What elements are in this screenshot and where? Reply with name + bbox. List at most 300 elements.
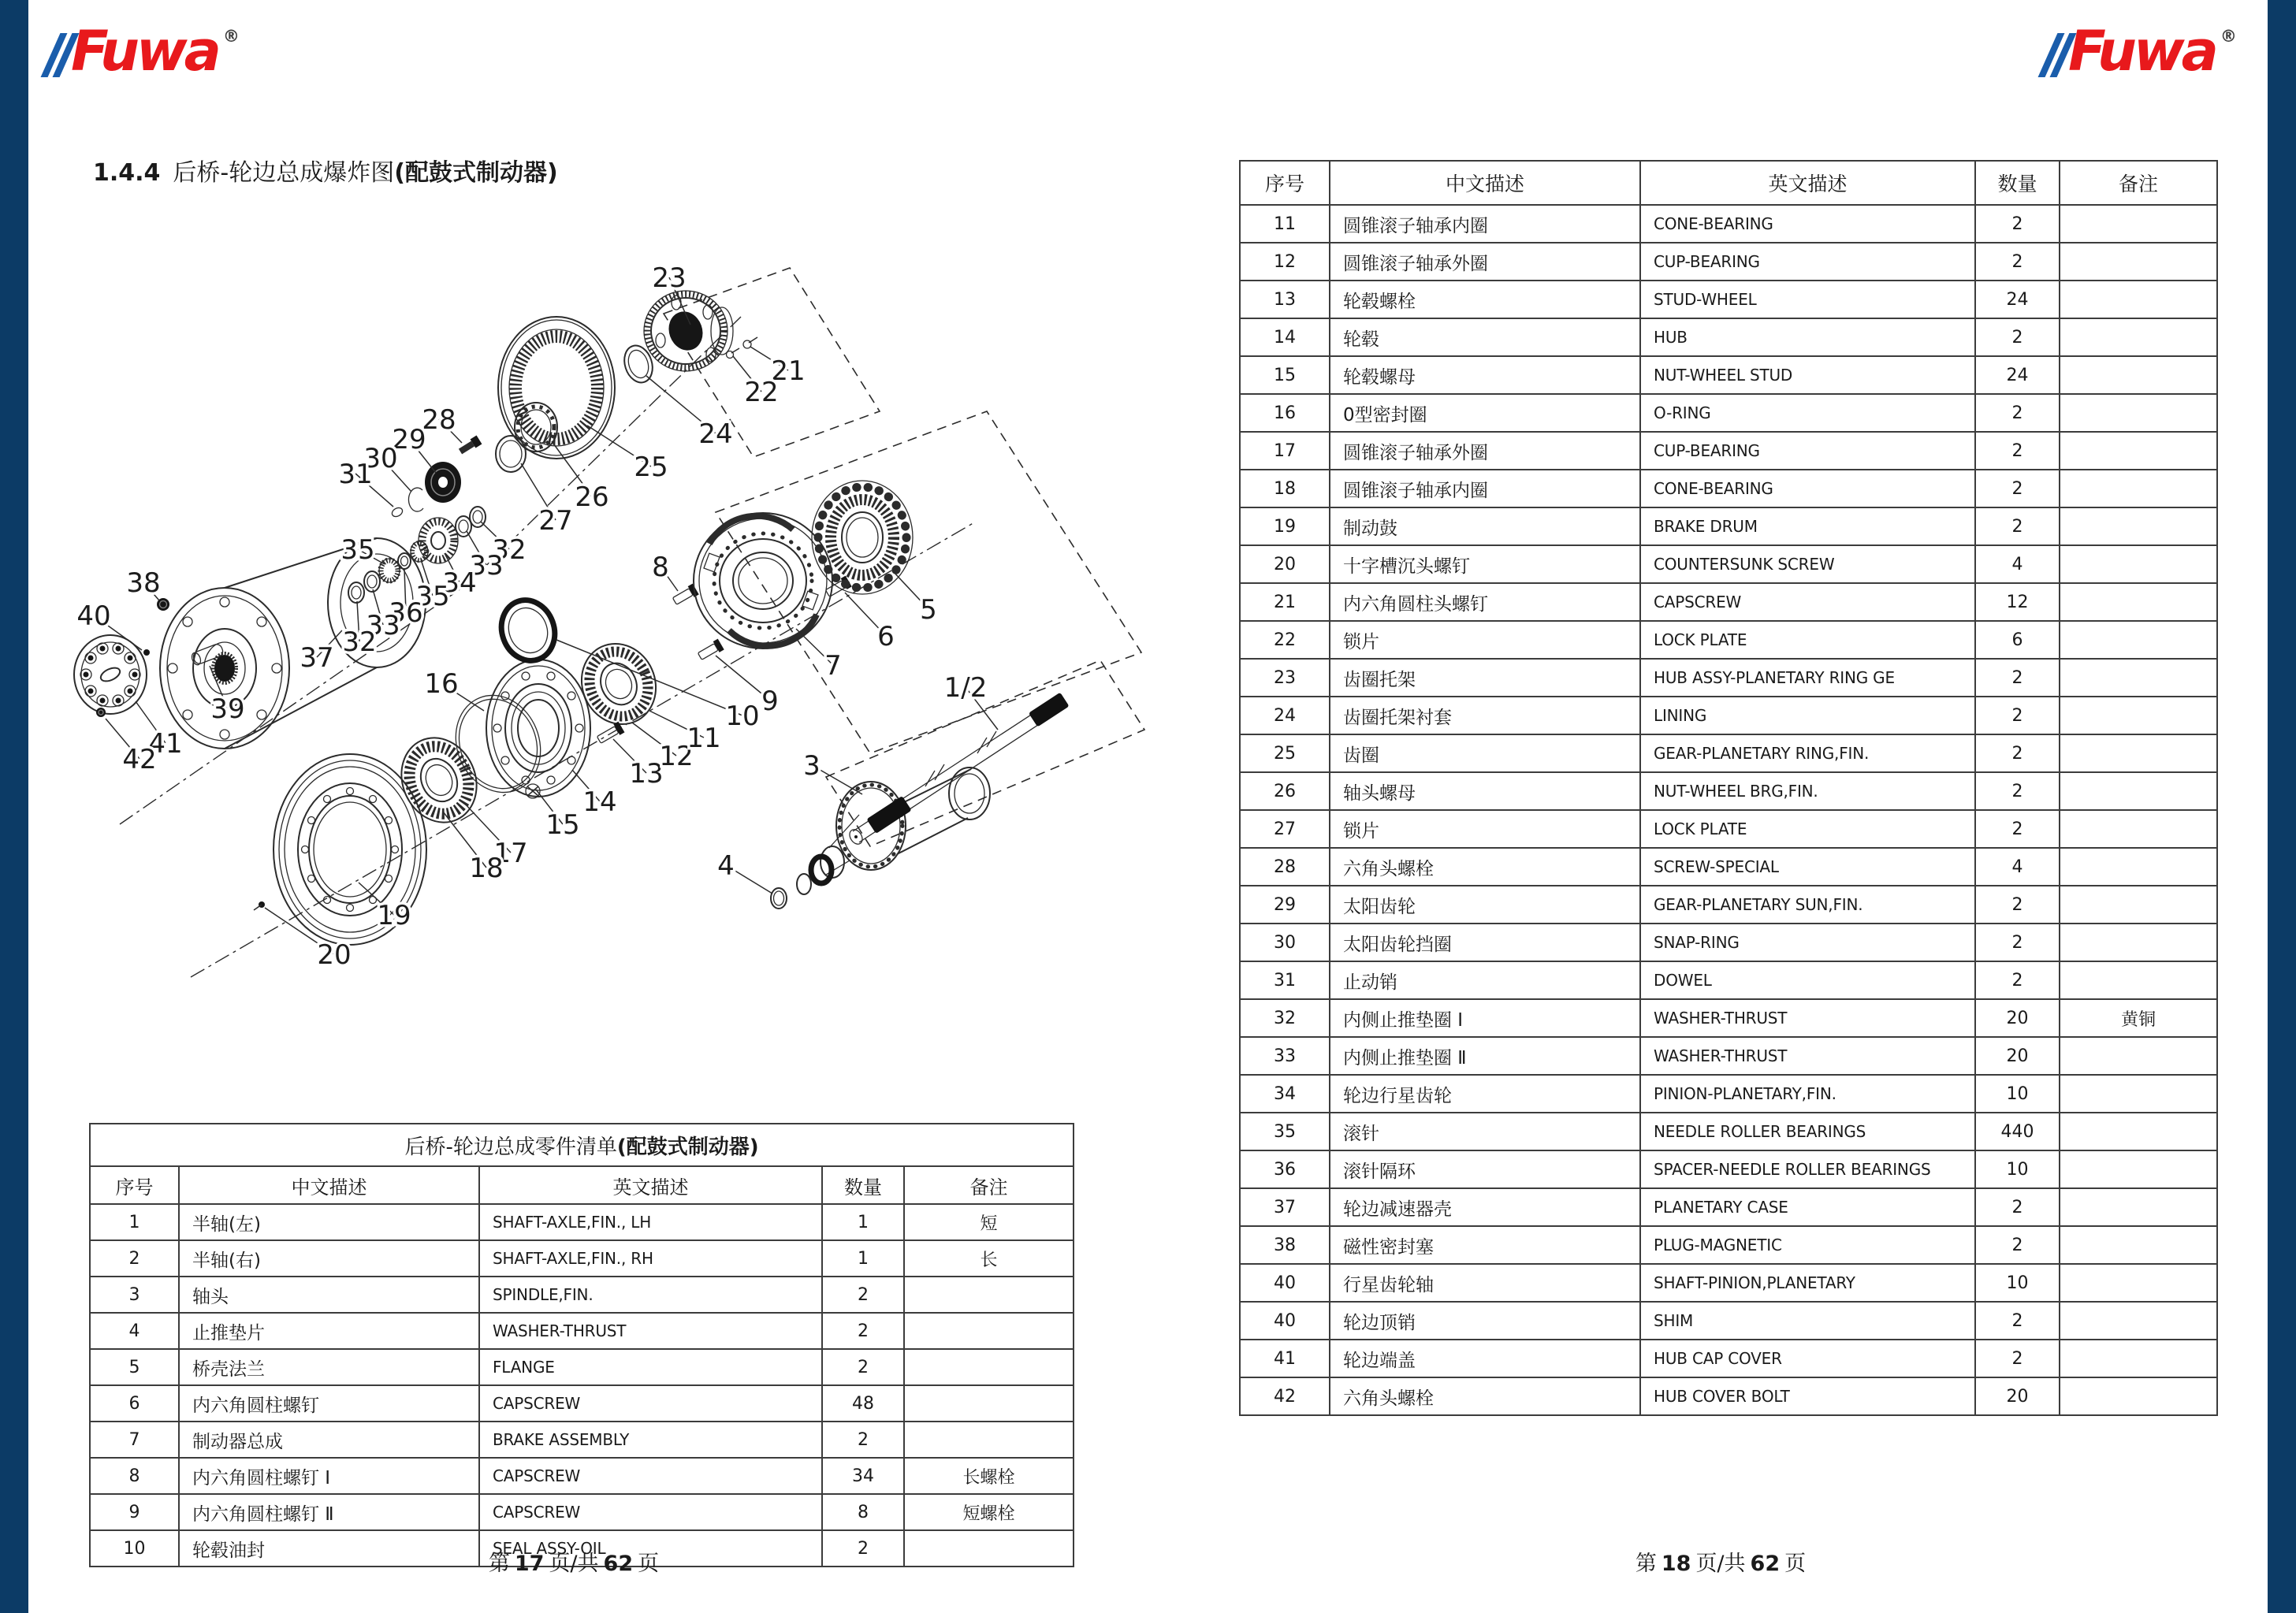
desc-cn: 内六角圆柱螺钉 Ⅰ [179, 1458, 479, 1494]
table-row [1240, 281, 2217, 318]
table-row [1240, 961, 2217, 999]
desc-en: WASHER-THRUST [479, 1313, 822, 1349]
qty: 2 [1975, 1188, 2060, 1226]
desc-cn: 滚针 [1330, 1113, 1640, 1150]
part-no: 22 [1240, 621, 1330, 659]
qty: 24 [1975, 356, 2060, 394]
callout-42: 42 [122, 744, 157, 775]
part-no: 25 [1240, 734, 1330, 772]
part-spindle [797, 767, 990, 894]
desc-en: NUT-WHEEL STUD [1640, 356, 1975, 394]
desc-cn: 轮毂 [1330, 318, 1640, 356]
table-row [1240, 1377, 2217, 1415]
part-lock-plate [496, 436, 526, 472]
table-row [90, 1277, 1074, 1313]
callout-5: 5 [920, 594, 937, 626]
part-oil-seal [493, 593, 564, 668]
desc-cn: 锁片 [1330, 810, 1640, 848]
qty: 1 [822, 1204, 904, 1240]
remark [2060, 281, 2217, 318]
part-no: 40 [1240, 1264, 1330, 1302]
desc-cn: 半轴(左) [179, 1204, 479, 1240]
desc-en: LOCK PLATE [1640, 621, 1975, 659]
table-row [90, 1458, 1074, 1494]
desc-cn: 轮毂螺栓 [1330, 281, 1640, 318]
fuwa-logo-left [50, 19, 240, 84]
table-row [1240, 810, 2217, 848]
remark [2060, 848, 2217, 886]
desc-en: WASHER-THRUST [1640, 1037, 1975, 1075]
remark [2060, 545, 2217, 583]
part-ring-carrier [644, 291, 733, 371]
remark [904, 1530, 1074, 1567]
qty: 8 [822, 1494, 904, 1530]
part-sun-gear [425, 462, 461, 503]
table-row [1240, 394, 2217, 432]
table-row [1240, 772, 2217, 810]
qty: 2 [822, 1313, 904, 1349]
remark [2060, 205, 2217, 243]
desc-cn: 六角头螺栓 [1330, 848, 1640, 886]
remark [2060, 1226, 2217, 1264]
desc-en: CAPSCREW [1640, 583, 1975, 621]
desc-en: SHAFT-PINION,PLANETARY [1640, 1264, 1975, 1302]
desc-cn: 六角头螺栓 [1330, 1377, 1640, 1415]
part-no: 15 [1240, 356, 1330, 394]
part-dowel [390, 506, 404, 518]
remark [2060, 1113, 2217, 1150]
part-no: 3 [90, 1277, 179, 1313]
dashed-group-box [716, 411, 1141, 753]
column-header: 备注 [904, 1166, 1074, 1204]
qty: 2 [1975, 432, 2060, 470]
right-edge-bar [2268, 0, 2296, 1613]
desc-cn: 轮边顶销 [1330, 1302, 1640, 1340]
qty: 2 [1975, 697, 2060, 734]
qty: 20 [1975, 1377, 2060, 1415]
part-no: 24 [1240, 697, 1330, 734]
part-no: 14 [1240, 318, 1330, 356]
qty: 2 [1975, 924, 2060, 961]
desc-en: NEEDLE ROLLER BEARINGS [1640, 1113, 1975, 1150]
desc-cn: 圆锥滚子轴承内圈 [1330, 470, 1640, 507]
table-row [1240, 507, 2217, 545]
qty: 2 [1975, 243, 2060, 281]
table-header-row [90, 1166, 1074, 1204]
remark [904, 1422, 1074, 1458]
desc-en: PLUG-MAGNETIC [1640, 1226, 1975, 1264]
part-no: 41 [1240, 1340, 1330, 1377]
desc-en: CUP-BEARING [1640, 243, 1975, 281]
callout-20: 20 [317, 939, 352, 971]
part-no: 13 [1240, 281, 1330, 318]
table-row [1240, 1037, 2217, 1075]
footer-text: 页/共 [549, 1552, 599, 1576]
desc-en: STUD-WHEEL [1640, 281, 1975, 318]
qty: 10 [1975, 1075, 2060, 1113]
callout-10: 10 [725, 701, 760, 732]
callout-34: 34 [442, 567, 477, 599]
fuwa-logo-right [2048, 19, 2237, 84]
footer-text: 第 [488, 1552, 510, 1576]
remark: 短螺栓 [904, 1494, 1074, 1530]
part-no: 42 [1240, 1377, 1330, 1415]
remark: 长 [904, 1240, 1074, 1277]
remark [2060, 507, 2217, 545]
qty: 2 [1975, 470, 2060, 507]
callout-28: 28 [422, 404, 456, 436]
table-row [1240, 1226, 2217, 1264]
desc-en: GEAR-PLANETARY SUN,FIN. [1640, 886, 1975, 924]
table-row [1240, 470, 2217, 507]
brand-name: Fuwa [71, 19, 218, 84]
callout-8: 8 [652, 552, 669, 583]
part-no: 16 [1240, 394, 1330, 432]
part-no: 7 [90, 1422, 179, 1458]
column-header: 备注 [2060, 161, 2217, 205]
part-no: 10 [90, 1530, 179, 1567]
table-row [1240, 1075, 2217, 1113]
desc-cn: 制动鼓 [1330, 507, 1640, 545]
desc-cn: 轴头 [179, 1277, 479, 1313]
remark [2060, 961, 2217, 999]
part-no: 27 [1240, 810, 1330, 848]
table-row [1240, 583, 2217, 621]
callout-11: 11 [687, 723, 721, 754]
remark [2060, 810, 2217, 848]
part-wheel-nut [515, 403, 557, 452]
qty: 2 [1975, 772, 2060, 810]
desc-cn: 太阳齿轮 [1330, 886, 1640, 924]
desc-en: CAPSCREW [479, 1458, 822, 1494]
exploded-diagram [36, 232, 1155, 1013]
part-cone-bearing-outer [569, 632, 668, 736]
callout-29: 29 [392, 424, 426, 455]
table-row [1240, 924, 2217, 961]
callout-32: 32 [492, 534, 527, 566]
desc-en: BRAKE ASSEMBLY [479, 1422, 822, 1458]
part-countersunk-screw [254, 901, 265, 910]
footer-total-pages: 62 [603, 1552, 634, 1576]
desc-en: BRAKE DRUM [1640, 507, 1975, 545]
callout-19: 19 [377, 900, 411, 931]
qty: 2 [1975, 734, 2060, 772]
callout-37: 37 [300, 642, 334, 674]
qty: 2 [1975, 886, 2060, 924]
desc-en: SNAP-RING [1640, 924, 1975, 961]
desc-cn: 滚针隔环 [1330, 1150, 1640, 1188]
part-no: 35 [1240, 1113, 1330, 1150]
qty: 2 [1975, 507, 2060, 545]
table-row [90, 1349, 1074, 1385]
table-row [1240, 243, 2217, 281]
table-row [1240, 432, 2217, 470]
table-row [1240, 1264, 2217, 1302]
remark [2060, 886, 2217, 924]
desc-en: LINING [1640, 697, 1975, 734]
qty: 2 [1975, 394, 2060, 432]
callout-23: 23 [652, 262, 687, 294]
qty: 2 [1975, 961, 2060, 999]
remark [2060, 356, 2217, 394]
desc-en: HUB COVER BOLT [1640, 1377, 1975, 1415]
desc-cn: 行星齿轮轴 [1330, 1264, 1640, 1302]
desc-cn: 圆锥滚子轴承外圈 [1330, 432, 1640, 470]
callout-41: 41 [148, 728, 183, 760]
remark [904, 1313, 1074, 1349]
part-no: 38 [1240, 1226, 1330, 1264]
desc-cn: 轮边端盖 [1330, 1340, 1640, 1377]
footer-text: 页 [638, 1552, 660, 1576]
callout-36: 36 [389, 597, 423, 629]
qty: 440 [1975, 1113, 2060, 1150]
desc-cn: 内侧止推垫圈 Ⅱ [1330, 1037, 1640, 1075]
table-row [1240, 545, 2217, 583]
part-no: 19 [1240, 507, 1330, 545]
left-edge-bar [0, 0, 28, 1613]
desc-en: SHAFT-AXLE,FIN., RH [479, 1240, 822, 1277]
remark [2060, 734, 2217, 772]
desc-en: O-RING [1640, 394, 1975, 432]
desc-cn: 太阳齿轮挡圈 [1330, 924, 1640, 961]
column-header: 中文描述 [179, 1166, 479, 1204]
part-capscrew-9 [697, 639, 724, 662]
callout-3: 3 [803, 750, 821, 782]
desc-en: CAPSCREW [479, 1385, 822, 1422]
desc-cn: 轮边行星齿轮 [1330, 1075, 1640, 1113]
table-row [1240, 356, 2217, 394]
desc-cn: 内六角圆柱螺钉 Ⅱ [179, 1494, 479, 1530]
part-no: 11 [1240, 205, 1330, 243]
desc-en: PINION-PLANETARY,FIN. [1640, 1075, 1975, 1113]
callout-15: 15 [545, 809, 580, 841]
page-footer-right [1484, 1546, 1957, 1577]
part-hub [486, 660, 590, 797]
part-planet-pinion [419, 518, 458, 563]
callout-7: 7 [824, 650, 842, 682]
section-text-bold: (配鼓式制动器) [394, 159, 558, 187]
desc-cn: 齿圈 [1330, 734, 1640, 772]
qty: 2 [822, 1349, 904, 1385]
part-no: 2 [90, 1240, 179, 1277]
part-pin [143, 649, 150, 656]
table-row [1240, 1150, 2217, 1188]
footer-text: 页/共 [1695, 1552, 1746, 1576]
desc-cn: 圆锥滚子轴承内圈 [1330, 205, 1640, 243]
part-no: 20 [1240, 545, 1330, 583]
qty: 20 [1975, 1037, 2060, 1075]
table-row [1240, 697, 2217, 734]
table-row [1240, 1340, 2217, 1377]
desc-cn: 轮毂油封 [179, 1530, 479, 1567]
callout-9: 9 [761, 686, 779, 717]
part-thrust-washer-ring [771, 888, 787, 909]
part-no: 23 [1240, 659, 1330, 697]
qty: 2 [1975, 1302, 2060, 1340]
callout-1/2: 1/2 [943, 672, 988, 704]
part-screw-special [460, 440, 479, 452]
footer-page-number: 17 [514, 1552, 545, 1576]
callout-6: 6 [877, 621, 895, 652]
callout-12: 12 [659, 741, 694, 772]
callout-4: 4 [717, 850, 735, 882]
column-header: 序号 [1240, 161, 1330, 205]
desc-cn: 齿圈托架衬套 [1330, 697, 1640, 734]
part-no: 36 [1240, 1150, 1330, 1188]
qty: 48 [822, 1385, 904, 1422]
part-no: 1 [90, 1204, 179, 1240]
desc-en: CUP-BEARING [1640, 432, 1975, 470]
desc-en: SEAL ASSY-OIL [479, 1530, 822, 1567]
qty: 10 [1975, 1264, 2060, 1302]
section-text: 后桥-轮边总成爆炸图 [173, 159, 395, 187]
qty: 2 [822, 1277, 904, 1313]
desc-en: FLANGE [479, 1349, 822, 1385]
callout-35: 35 [340, 534, 375, 566]
part-no: 30 [1240, 924, 1330, 961]
qty: 2 [822, 1422, 904, 1458]
desc-cn: 轴头螺母 [1330, 772, 1640, 810]
table-row [90, 1204, 1074, 1240]
page-footer-left [337, 1546, 810, 1577]
remark [904, 1349, 1074, 1385]
table-row [1240, 999, 2217, 1037]
part-no: 29 [1240, 886, 1330, 924]
desc-en: HUB ASSY-PLANETARY RING GE [1640, 659, 1975, 697]
remark: 长螺栓 [904, 1458, 1074, 1494]
column-header: 数量 [822, 1166, 904, 1204]
desc-en: SPINDLE,FIN. [479, 1277, 822, 1313]
qty: 2 [1975, 205, 2060, 243]
desc-cn: 0型密封圈 [1330, 394, 1640, 432]
remark [2060, 1377, 2217, 1415]
footer-total-pages: 62 [1750, 1552, 1781, 1576]
part-no: 9 [90, 1494, 179, 1530]
remark [2060, 1150, 2217, 1188]
desc-en: COUNTERSUNK SCREW [1640, 545, 1975, 583]
callout-13: 13 [629, 758, 664, 790]
remark: 短 [904, 1204, 1074, 1240]
callout-21: 21 [771, 355, 806, 387]
part-no: 5 [90, 1349, 179, 1385]
qty: 4 [1975, 545, 2060, 583]
qty: 2 [1975, 659, 2060, 697]
column-header: 数量 [1975, 161, 2060, 205]
remark [2060, 243, 2217, 281]
table-row [1240, 205, 2217, 243]
callout-27: 27 [538, 505, 573, 537]
callout-35: 35 [415, 581, 450, 612]
desc-en: CONE-BEARING [1640, 470, 1975, 507]
desc-en: DOWEL [1640, 961, 1975, 999]
desc-en: CAPSCREW [479, 1494, 822, 1530]
remark [2060, 924, 2217, 961]
part-no: 6 [90, 1385, 179, 1422]
desc-cn: 磁性密封塞 [1330, 1226, 1640, 1264]
callout-16: 16 [424, 668, 459, 700]
qty: 2 [1975, 1340, 2060, 1377]
section-title [93, 153, 558, 188]
part-no: 33 [1240, 1037, 1330, 1075]
callout-31: 31 [338, 459, 373, 490]
remark [2060, 621, 2217, 659]
desc-cn: 轮毂螺母 [1330, 356, 1640, 394]
qty: 20 [1975, 999, 2060, 1037]
callout-22: 22 [744, 377, 779, 408]
remark [2060, 470, 2217, 507]
desc-cn: 止动销 [1330, 961, 1640, 999]
table-row [90, 1494, 1074, 1530]
table-row [1240, 318, 2217, 356]
remark: 黄铜 [2060, 999, 2217, 1037]
callout-40: 40 [76, 600, 111, 632]
remark [2060, 432, 2217, 470]
remark [2060, 1075, 2217, 1113]
callout-numbers [76, 262, 987, 971]
part-no: 4 [90, 1313, 179, 1349]
qty: 12 [1975, 583, 2060, 621]
table-row [90, 1313, 1074, 1349]
footer-text: 页 [1784, 1552, 1807, 1576]
desc-en: WASHER-THRUST [1640, 999, 1975, 1037]
qty: 2 [1975, 318, 2060, 356]
brand-name: Fuwa [2068, 19, 2216, 84]
table-row [1240, 1113, 2217, 1150]
registered-mark-icon: ® [2220, 27, 2237, 46]
desc-en: SHIM [1640, 1302, 1975, 1340]
qty: 24 [1975, 281, 2060, 318]
remark [2060, 1264, 2217, 1302]
table-row [90, 1385, 1074, 1422]
right-parts-table [1239, 160, 2216, 1416]
table-row [1240, 621, 2217, 659]
remark [2060, 659, 2217, 697]
table-row [90, 1422, 1074, 1458]
remark [2060, 772, 2217, 810]
part-no: 8 [90, 1458, 179, 1494]
remark [2060, 318, 2217, 356]
desc-en: PLANETARY CASE [1640, 1188, 1975, 1226]
part-no: 34 [1240, 1075, 1330, 1113]
desc-cn: 圆锥滚子轴承外圈 [1330, 243, 1640, 281]
callout-30: 30 [363, 443, 398, 474]
callout-33: 33 [469, 550, 504, 582]
footer-page-number: 18 [1661, 1552, 1691, 1576]
column-header: 序号 [90, 1166, 179, 1204]
part-no: 40 [1240, 1302, 1330, 1340]
section-number: 1.4.4 [93, 159, 161, 187]
part-no: 18 [1240, 470, 1330, 507]
remark [2060, 583, 2217, 621]
hub-cap-bolts [80, 643, 140, 706]
column-header: 英文描述 [479, 1166, 822, 1204]
table-row [1240, 734, 2217, 772]
part-no: 17 [1240, 432, 1330, 470]
table-title-row [90, 1124, 1074, 1166]
desc-en: SHAFT-AXLE,FIN., LH [479, 1204, 822, 1240]
callout-32: 32 [342, 626, 377, 658]
part-no: 32 [1240, 999, 1330, 1037]
remark [2060, 1340, 2217, 1377]
callout-38: 38 [126, 567, 161, 599]
qty: 2 [1975, 1226, 2060, 1264]
table-row [1240, 1188, 2217, 1226]
callout-17: 17 [493, 838, 528, 869]
desc-cn: 内六角圆柱螺钉 [179, 1385, 479, 1422]
table-header-row [1240, 161, 2217, 205]
qty: 10 [1975, 1150, 2060, 1188]
desc-cn: 制动器总成 [179, 1422, 479, 1458]
